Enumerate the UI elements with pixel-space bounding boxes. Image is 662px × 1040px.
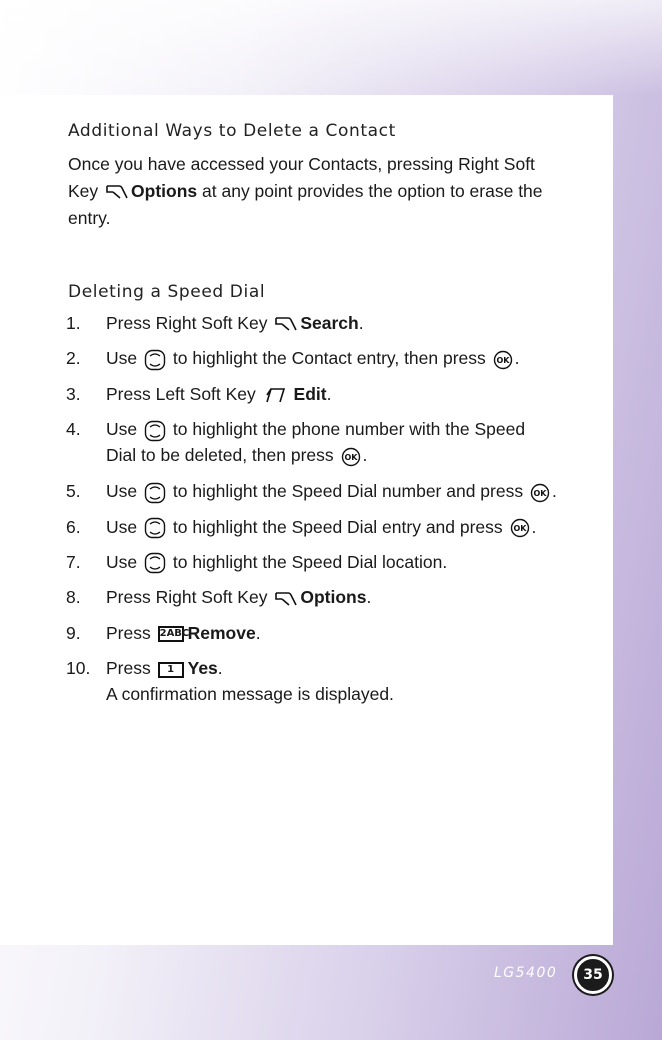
options-label: Options (131, 181, 198, 201)
step-number: 2. (66, 348, 81, 369)
step-text: to highlight the Speed Dial entry and press (172, 516, 503, 537)
step-number: 8. (66, 587, 81, 608)
intro-line-1: Once you have accessed your Contacts, pressing Right Soft (68, 154, 535, 174)
step-1 (0, 310, 613, 345)
step-number: 10. (66, 658, 91, 679)
ok-key-icon (493, 350, 513, 370)
intro-key-label: Key (68, 181, 99, 201)
page-number-badge: 35 (574, 956, 612, 994)
step-period: . (326, 383, 332, 404)
step-number: 9. (66, 622, 81, 643)
step-4 (0, 416, 613, 478)
left-softkey-icon (263, 386, 287, 404)
model-name: LG5400 (494, 965, 558, 981)
edit-label: Edit (293, 383, 327, 404)
step-period: . (531, 516, 537, 537)
step-10 (0, 655, 613, 725)
navigation-key-icon (144, 517, 166, 539)
section-title-deleting-speed-dial: Deleting a Speed Dial (68, 282, 266, 302)
search-label: Search (300, 313, 359, 333)
step-text: to highlight the phone number with the Speed (172, 419, 526, 440)
step-9 (0, 620, 613, 655)
step-5 (0, 478, 613, 513)
speed-dial-steps-list (0, 310, 613, 725)
step-number: 7. (66, 551, 81, 572)
step-text: to highlight the Speed Dial number and press (172, 481, 524, 502)
ok-key-icon (341, 447, 361, 467)
step-2 (0, 345, 613, 380)
navigation-key-icon (144, 552, 166, 574)
step-number: 3. (66, 383, 81, 404)
section-title-additional-ways: Additional Ways to Delete a Contact (68, 121, 396, 141)
navigation-key-icon (144, 482, 166, 504)
step-period: . (255, 622, 261, 643)
step-number: 5. (66, 481, 81, 502)
right-softkey-icon (105, 183, 129, 201)
step-text: Use (106, 419, 138, 440)
key-2abc-icon (158, 626, 190, 642)
step-period: . (362, 445, 368, 466)
navigation-key-icon (144, 420, 166, 442)
step-number: 1. (66, 313, 81, 333)
step-text: to highlight the Contact entry, then press (172, 348, 486, 369)
step-text: Press Right Soft Key (106, 313, 268, 333)
step-text: to highlight the Speed Dial location. (172, 551, 448, 572)
step-text: Press Right Soft Key (106, 587, 268, 608)
intro-paragraph (68, 151, 588, 232)
step-period: . (358, 313, 364, 333)
step-text: Use (106, 348, 138, 369)
step-6 (0, 514, 613, 549)
intro-line-3: entry. (68, 208, 111, 228)
step-number: 6. (66, 516, 81, 537)
key-1-icon (158, 662, 184, 678)
step-8 (0, 584, 613, 619)
key-label: 1 (167, 663, 175, 675)
intro-line-2 (68, 178, 588, 205)
options-label: Options (300, 587, 367, 608)
ok-key-icon (530, 483, 550, 503)
step-text: Dial to be deleted, then press (106, 445, 334, 466)
step-text: Press Left Soft Key (106, 383, 256, 404)
step-7 (0, 549, 613, 584)
step-period: . (366, 587, 372, 608)
step-text: Use (106, 551, 138, 572)
step-period: . (514, 348, 520, 369)
step-text: Press (106, 622, 151, 643)
step-text: Use (106, 516, 138, 537)
step-period: . (217, 658, 223, 679)
confirmation-note: A confirmation message is displayed. (106, 684, 394, 705)
yes-label: Yes (187, 658, 218, 679)
key-label: 2ABC (159, 628, 190, 640)
step-3 (0, 381, 613, 416)
step-text: Press (106, 658, 151, 679)
step-4-line-2 (106, 442, 613, 468)
right-softkey-icon (274, 315, 298, 333)
navigation-key-icon (144, 349, 166, 371)
remove-label: Remove (187, 622, 256, 643)
step-period: . (551, 481, 557, 502)
ok-key-icon (510, 518, 530, 538)
step-text: Use (106, 481, 138, 502)
top-background (0, 0, 662, 95)
step-number: 4. (66, 419, 81, 440)
intro-line-2-rest: at any point provides the option to erase the (202, 181, 543, 201)
right-softkey-icon (274, 590, 298, 608)
